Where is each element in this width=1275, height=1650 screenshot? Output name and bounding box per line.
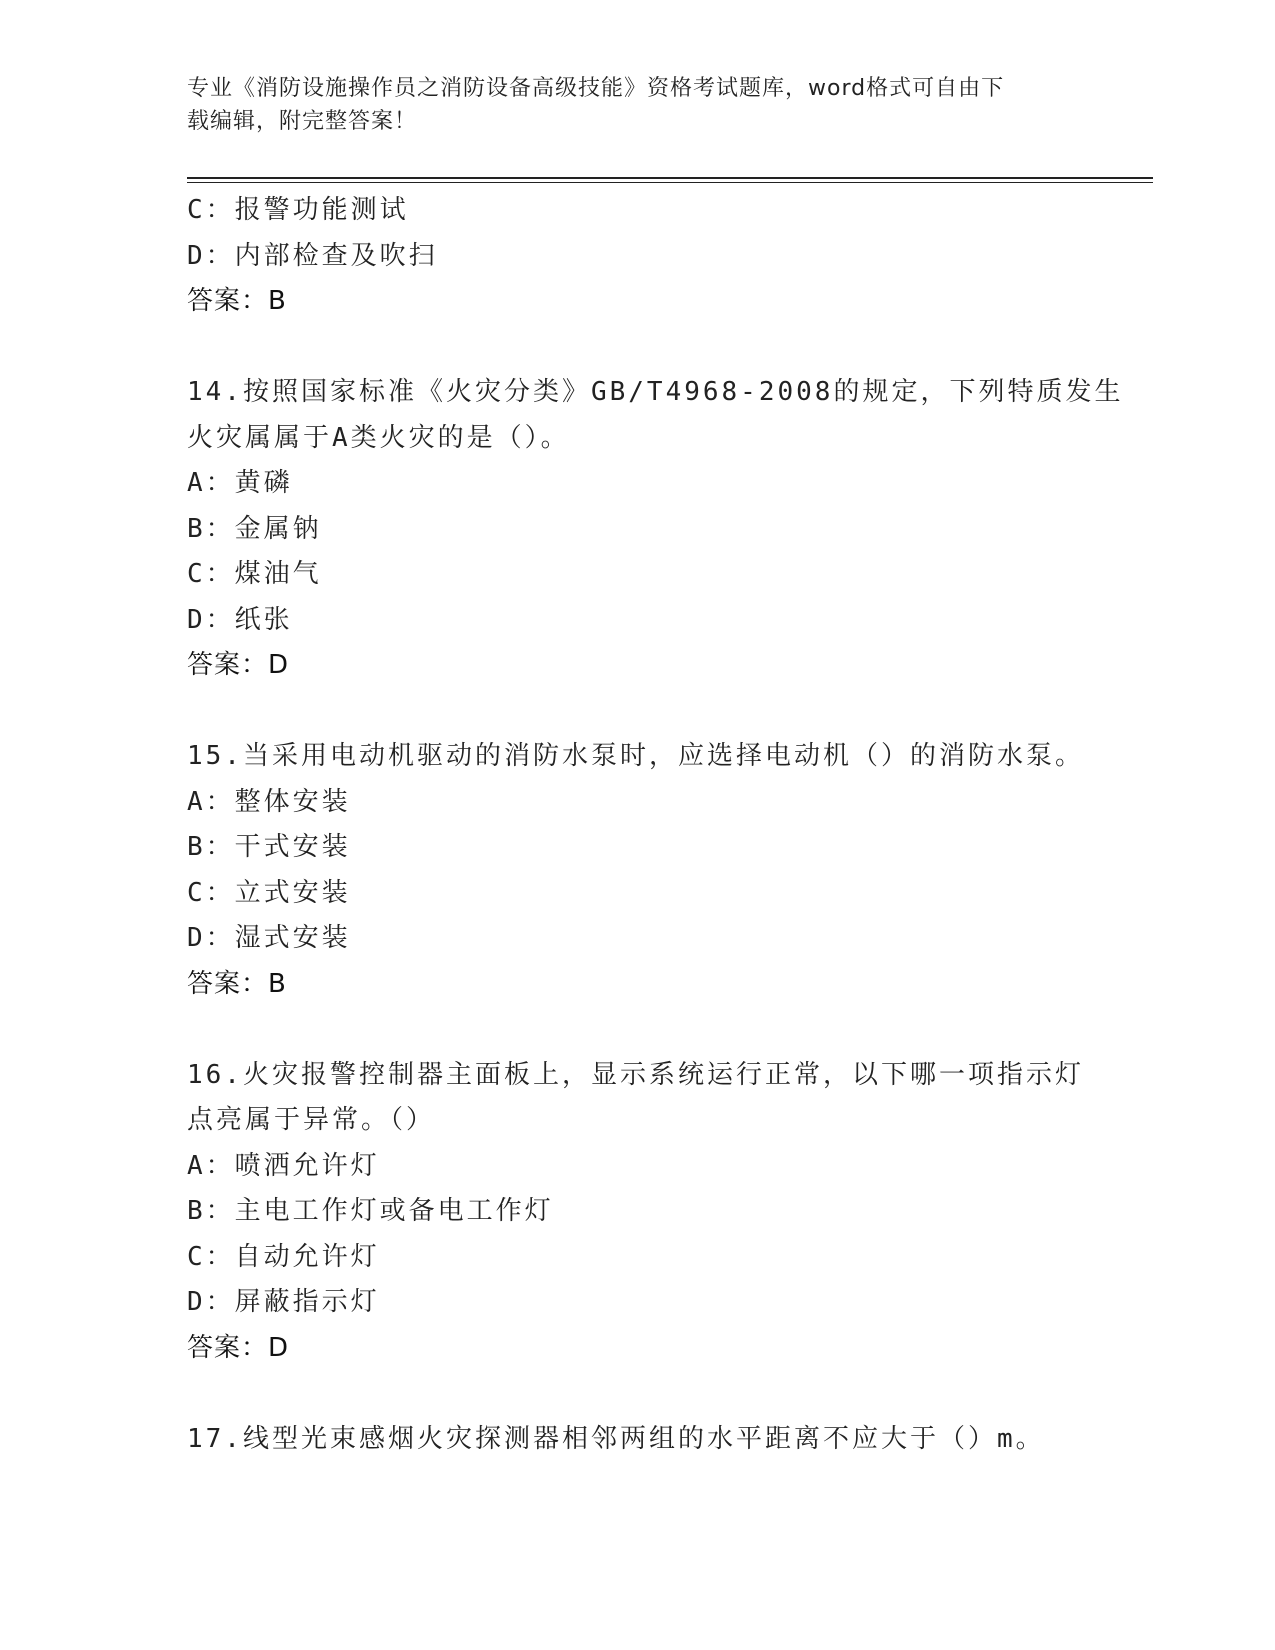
question-text: 16.火灾报警控制器主面板上，显示系统运行正常，以下哪一项指示灯	[187, 1059, 1084, 1090]
spacer	[187, 1371, 1087, 1417]
question-list	[187, 188, 1124, 1462]
option-line: C：立式安装	[187, 877, 351, 908]
spacer	[187, 689, 1087, 735]
option-line: A：黄磷	[187, 468, 293, 498]
question-block-14	[187, 370, 1124, 689]
answer-line: 答案：B	[187, 286, 287, 316]
option-line: C：煤油气	[187, 559, 322, 589]
header-divider-thin	[187, 182, 1153, 183]
question-text: 15.当采用电动机驱动的消防水泵时，应选择电动机（）的消防水泵。	[187, 741, 1084, 771]
question-text: 17.线型光束感烟火灾探测器相邻两组的水平距离不应大于（）m。	[187, 1423, 1045, 1454]
option-line: D：纸张	[187, 604, 293, 635]
spacer	[187, 325, 1087, 371]
option-line: A：整体安装	[187, 786, 351, 817]
option-line: D：湿式安装	[187, 923, 351, 953]
option-line: B：干式安装	[187, 832, 351, 862]
option-line: B：主电工作灯或备电工作灯	[187, 1196, 554, 1226]
option-line: D：内部检查及吹扫	[187, 240, 438, 271]
header-line-2: 载编辑，附完整答案！	[187, 109, 418, 134]
question-text: 火灾属属于A类火灾的是（）。	[187, 422, 570, 453]
option-line: C：自动允许灯	[187, 1241, 380, 1272]
option-line: C：报警功能测试	[187, 195, 409, 225]
header-line-1: 专业《消防设施操作员之消防设备高级技能》资格考试题库，word格式可自由下	[187, 76, 1005, 101]
option-line: A：喷洒允许灯	[187, 1150, 380, 1181]
document-header	[187, 72, 1067, 138]
answer-line: 答案：D	[187, 650, 290, 680]
question-text: 点亮属于异常。（）	[187, 1105, 436, 1135]
question-block-13	[187, 188, 1087, 325]
question-block-15	[187, 734, 1087, 1007]
answer-line: 答案：D	[187, 1332, 290, 1363]
spacer	[187, 1007, 1087, 1053]
question-block-16	[187, 1053, 1087, 1372]
header-divider	[187, 177, 1153, 179]
answer-line: 答案：B	[187, 968, 287, 999]
option-line: D：屏蔽指示灯	[187, 1287, 380, 1317]
question-text: 14.按照国家标准《火灾分类》GB/T4968-2008的规定，下列特质发生	[187, 377, 1124, 407]
option-line: B：金属钠	[187, 513, 322, 544]
question-block-17	[187, 1417, 1087, 1463]
